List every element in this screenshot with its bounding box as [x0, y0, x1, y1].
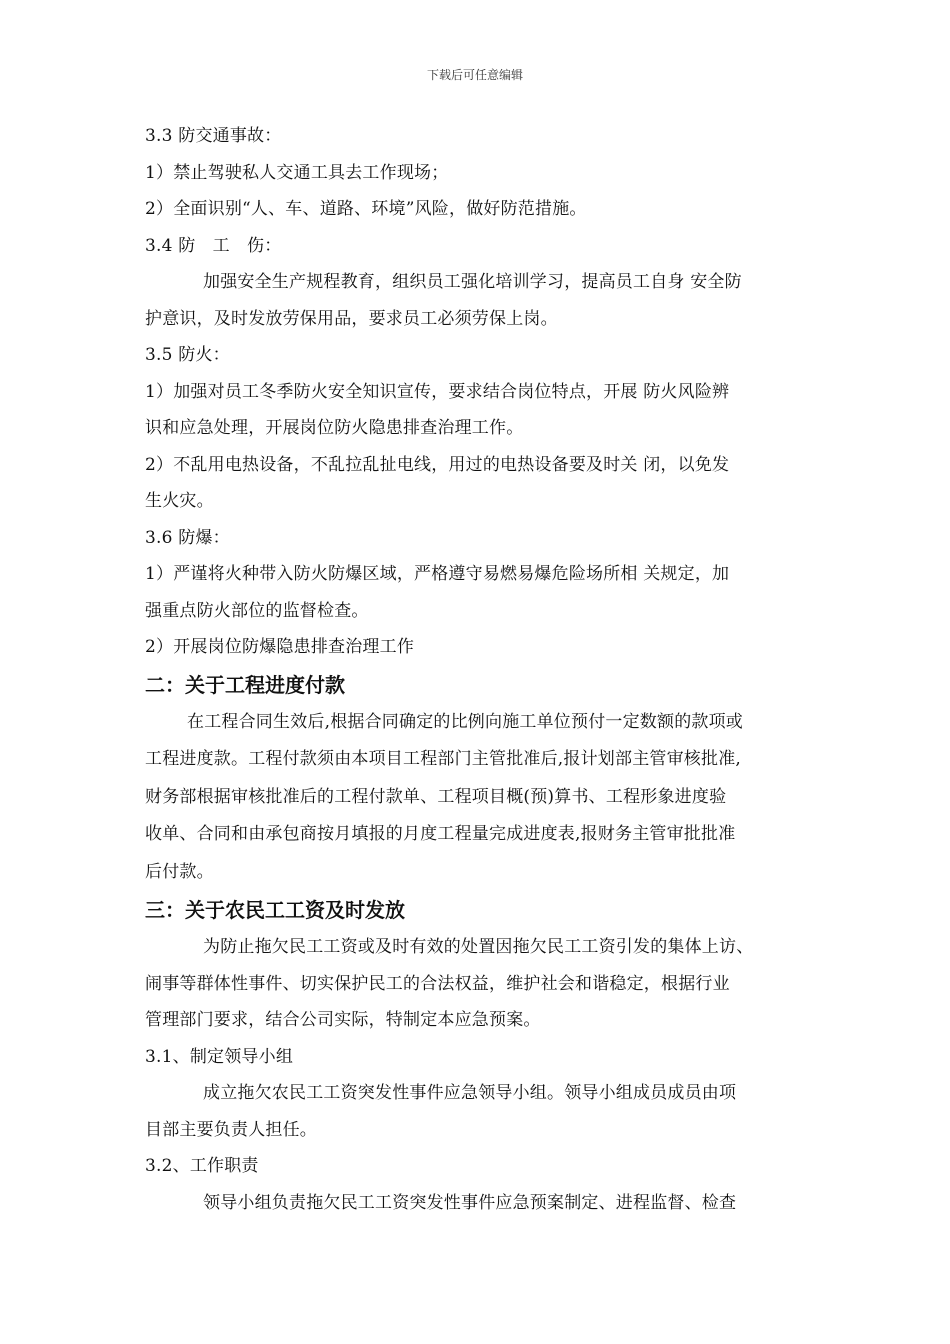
wages-paragraph-line-1: 为防止拖欠民工工资或及时有效的处置因拖欠民工工资引发的集体上访、: [203, 937, 754, 957]
explosion-item-1-line-2: 强重点防火部位的监督检查。: [145, 600, 369, 621]
subsection-3-2-title: 3.2、工作职责: [145, 1156, 259, 1176]
injury-paragraph-line-1: 加强安全生产规程教育，组织员工强化培训学习，提高员工自身 安全防: [203, 272, 742, 292]
injury-paragraph-line-2: 护意识，及时发放劳保用品，要求员工必须劳保上岗。: [145, 308, 558, 329]
fire-item-2-line-2: 生火灾。: [145, 491, 214, 511]
explosion-item-1-line-1: 1）严谨将火种带入防火防爆区域，严格遵守易燃易爆危险场所相 关规定，加: [145, 564, 730, 584]
payment-paragraph-line-3: 财务部根据审核批准后的工程付款单、工程项目概(预)算书、工程形象进度验: [145, 786, 727, 807]
wages-paragraph-line-2: 闹事等群体性事件、切实保护民工的合法权益，维护社会和谐稳定，根据行业: [145, 973, 730, 994]
page-header-watermark: 下载后可任意编辑: [426, 68, 523, 82]
fire-item-1-line-2: 识和应急处理，开展岗位防火隐患排查治理工作。: [145, 418, 524, 438]
document-body: [145, 118, 815, 1221]
section-3-3-title: 3.3 防交通事故：: [145, 126, 282, 146]
payment-paragraph-line-1: 在工程合同生效后,根据合同确定的比例向施工单位预付一定数额的款项或: [187, 711, 744, 732]
leadership-paragraph-line-1: 成立拖欠农民工工资突发性事件应急领导小组。领导小组成员成员由项: [203, 1083, 737, 1103]
section-3-4-title: 3.4 防 工 伤：: [145, 235, 282, 256]
traffic-item-2: 2）全面识别“人、车、道路、环境”风险，做好防范措施。: [145, 199, 587, 219]
payment-paragraph-line-4: 收单、合同和由承包商按月填报的月度工程量完成进度表,报财务主管审批批准: [145, 824, 736, 844]
fire-item-1-line-1: 1）加强对员工冬季防火安全知识宣传，要求结合岗位特点，开展 防火风险辨: [145, 381, 730, 402]
section-2-heading: 二：关于工程进度付款: [145, 672, 345, 697]
explosion-item-2: 2）开展岗位防爆隐患排查治理工作: [145, 637, 415, 657]
leadership-paragraph-line-2: 目部主要负责人担任。: [145, 1119, 317, 1140]
wages-paragraph-line-3: 管理部门要求，结合公司实际，特制定本应急预案。: [145, 1010, 541, 1030]
subsection-3-1-title: 3.1、制定领导小组: [145, 1046, 294, 1067]
fire-item-2-line-1: 2）不乱用电热设备，不乱拉乱扯电线，用过的电热设备要及时关 闭，以免发: [145, 454, 730, 475]
traffic-item-1: 1）禁止驾驶私人交通工具去工作现场；: [145, 162, 449, 183]
payment-paragraph-line-5: 后付款。: [145, 861, 214, 882]
section-3-heading: 三：关于农民工工资及时发放: [145, 898, 405, 922]
section-3-5-title: 3.5 防火：: [145, 345, 230, 365]
duties-paragraph-line-1: 领导小组负责拖欠民工工资突发性事件应急预案制定、进程监督、检查: [203, 1192, 737, 1213]
payment-paragraph-line-2: 工程进度款。工程付款须由本项目工程部门主管批准后,报计划部主管审核批准,: [145, 749, 742, 769]
section-3-6-title: 3.6 防爆：: [145, 527, 230, 548]
